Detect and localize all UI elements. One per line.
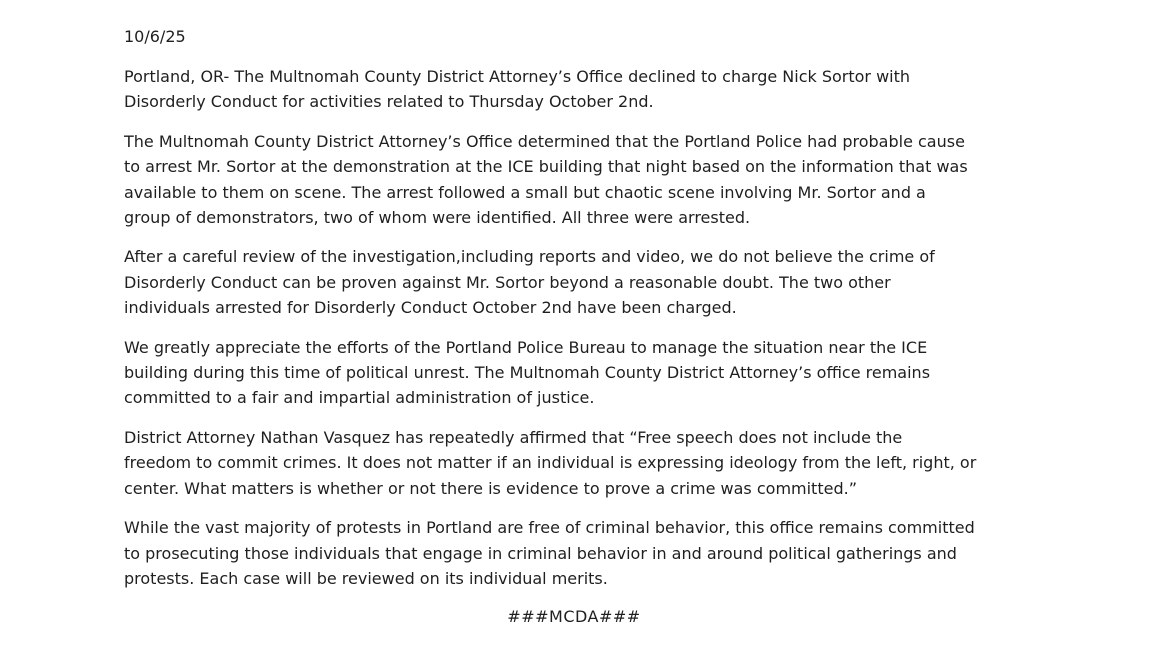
paragraph-line: protests. Each case will be reviewed on its individual merits. <box>124 568 608 588</box>
press-release <box>124 25 1044 629</box>
paragraph-line: to arrest Mr. Sortor at the demonstration at the ICE building that night based on the information that was <box>124 157 968 177</box>
end-marker: ###MCDA### <box>507 607 641 627</box>
paragraph-line: committed to a fair and impartial administration of justice. <box>124 388 595 408</box>
paragraph-line: Disorderly Conduct can be proven against Mr. Sortor beyond a reasonable doubt. The two other <box>124 272 891 292</box>
paragraph-line: While the vast majority of protests in Portland are free of criminal behavior, this office remains committed <box>124 518 975 538</box>
paragraph-review <box>124 244 1044 320</box>
paragraph-line: We greatly appreciate the efforts of the Portland Police Bureau to manage the situation near the ICE <box>124 337 928 357</box>
paragraph-line: individuals arrested for Disorderly Conduct October 2nd have been charged. <box>124 298 737 318</box>
paragraph-quote <box>124 425 1044 501</box>
paragraph-line: The Multnomah County District Attorney’s Office determined that the Portland Police had probable cause <box>124 131 965 151</box>
paragraph-intro <box>124 64 1044 115</box>
paragraph-line: Disorderly Conduct for activities related to Thursday October 2nd. <box>124 92 654 112</box>
paragraph-appreciation <box>124 335 1044 411</box>
paragraph-line: to prosecuting those individuals that engage in criminal behavior in and around political gatherings and <box>124 543 957 563</box>
paragraph-line: center. What matters is whether or not there is evidence to prove a crime was committed.” <box>124 478 857 498</box>
paragraph-line: freedom to commit crimes. It does not matter if an individual is expressing ideology from the left, right, or <box>124 453 977 473</box>
paragraph-line: District Attorney Nathan Vasquez has repeatedly affirmed that “Free speech does not include the <box>124 427 903 447</box>
paragraph-line: After a careful review of the investigation,including reports and video, we do not believe the crime of <box>124 247 935 267</box>
paragraph-line: available to them on scene. The arrest followed a small but chaotic scene involving Mr. Sortor and a <box>124 182 926 202</box>
paragraph-determination <box>124 129 1044 231</box>
paragraph-line: group of demonstrators, two of whom were identified. All three were arrested. <box>124 208 751 228</box>
paragraph-line: Portland, OR- The Multnomah County District Attorney’s Office declined to charge Nick Sortor with <box>124 67 911 86</box>
paragraph-line: building during this time of political unrest. The Multnomah County District Attorney’s office remains <box>124 363 931 383</box>
release-date: 10/6/25 <box>124 27 186 46</box>
paragraph-closing <box>124 515 1044 591</box>
